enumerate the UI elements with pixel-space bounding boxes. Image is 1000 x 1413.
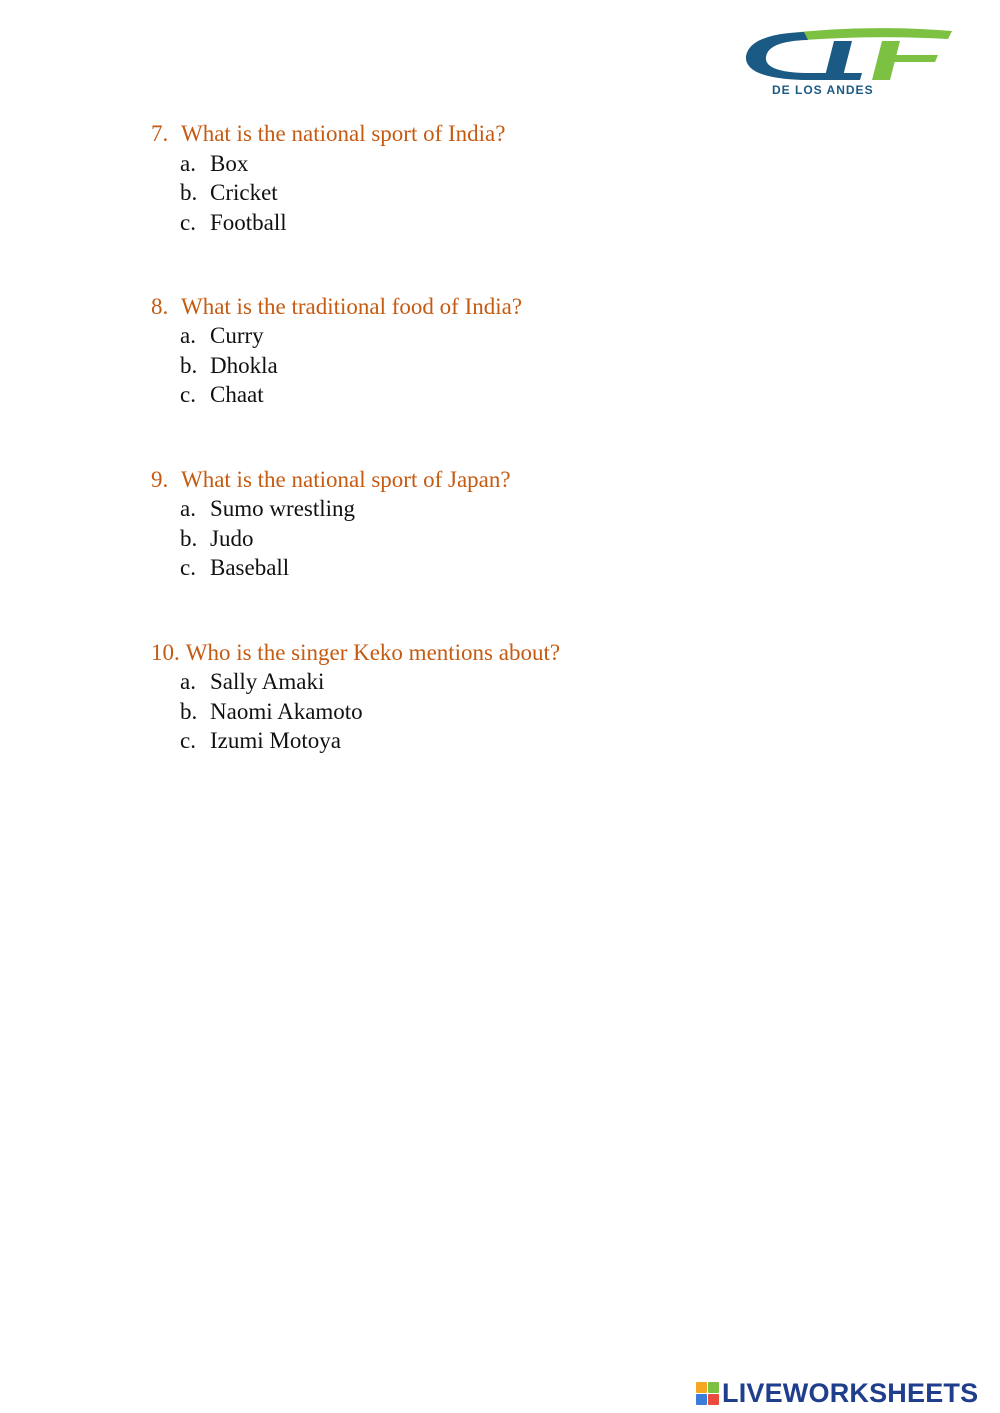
option-text: Sally Amaki xyxy=(210,669,325,694)
option-text: Football xyxy=(210,210,287,235)
question-number: 9. xyxy=(151,467,169,492)
option-letter: a. xyxy=(180,323,196,348)
question-text: What is the national sport of Japan? xyxy=(181,467,511,492)
liveworksheets-watermark xyxy=(696,1377,978,1409)
question-number: 8. xyxy=(151,294,169,319)
option-text: Baseball xyxy=(210,555,290,580)
option-8b[interactable] xyxy=(180,352,278,380)
question-8 xyxy=(151,293,522,321)
icon-square-blue xyxy=(696,1394,707,1405)
option-7b[interactable] xyxy=(180,179,278,207)
option-9b[interactable] xyxy=(180,525,253,553)
svg-text:DE LOS ANDES: DE LOS ANDES xyxy=(772,83,874,97)
question-text: What is the national sport of India? xyxy=(181,121,506,146)
icon-square-red xyxy=(708,1394,719,1405)
option-9a[interactable] xyxy=(180,495,355,523)
question-number: 10. xyxy=(151,640,180,665)
question-10 xyxy=(151,639,560,667)
option-letter: b. xyxy=(180,699,198,724)
option-text: Judo xyxy=(210,526,254,551)
option-text: Cricket xyxy=(210,180,278,205)
option-letter: a. xyxy=(180,496,196,521)
question-text: What is the traditional food of India? xyxy=(181,294,523,319)
ctf-de-los-andes-logo xyxy=(742,26,954,98)
question-text: Who is the singer Keko mentions about? xyxy=(185,640,561,665)
option-10a[interactable] xyxy=(180,668,324,696)
option-10c[interactable] xyxy=(180,727,341,755)
option-letter: c. xyxy=(180,555,196,580)
question-9 xyxy=(151,466,511,494)
option-letter: c. xyxy=(180,382,196,407)
option-letter: a. xyxy=(180,669,196,694)
question-7 xyxy=(151,120,505,148)
option-9c[interactable] xyxy=(180,554,289,582)
option-8a[interactable] xyxy=(180,322,264,350)
option-letter: b. xyxy=(180,180,198,205)
icon-square-orange xyxy=(696,1382,707,1393)
option-letter: b. xyxy=(180,526,198,551)
option-letter: b. xyxy=(180,353,198,378)
option-7a[interactable] xyxy=(180,150,248,178)
option-8c[interactable] xyxy=(180,381,264,409)
option-text: Naomi Akamoto xyxy=(210,699,363,724)
icon-square-green xyxy=(708,1382,719,1393)
liveworksheets-logo-icon xyxy=(696,1382,719,1405)
option-text: Dhokla xyxy=(210,353,278,378)
question-number: 7. xyxy=(151,121,169,146)
option-text: Curry xyxy=(210,323,264,348)
option-letter: c. xyxy=(180,210,196,235)
option-letter: c. xyxy=(180,728,196,753)
liveworksheets-brand-text: LIVEWORKSHEETS xyxy=(722,1377,979,1408)
option-text: Sumo wrestling xyxy=(210,496,356,521)
option-text: Izumi Motoya xyxy=(210,728,341,753)
option-letter: a. xyxy=(180,151,196,176)
option-10b[interactable] xyxy=(180,698,363,726)
option-7c[interactable] xyxy=(180,209,287,237)
option-text: Box xyxy=(210,151,249,176)
option-text: Chaat xyxy=(210,382,264,407)
